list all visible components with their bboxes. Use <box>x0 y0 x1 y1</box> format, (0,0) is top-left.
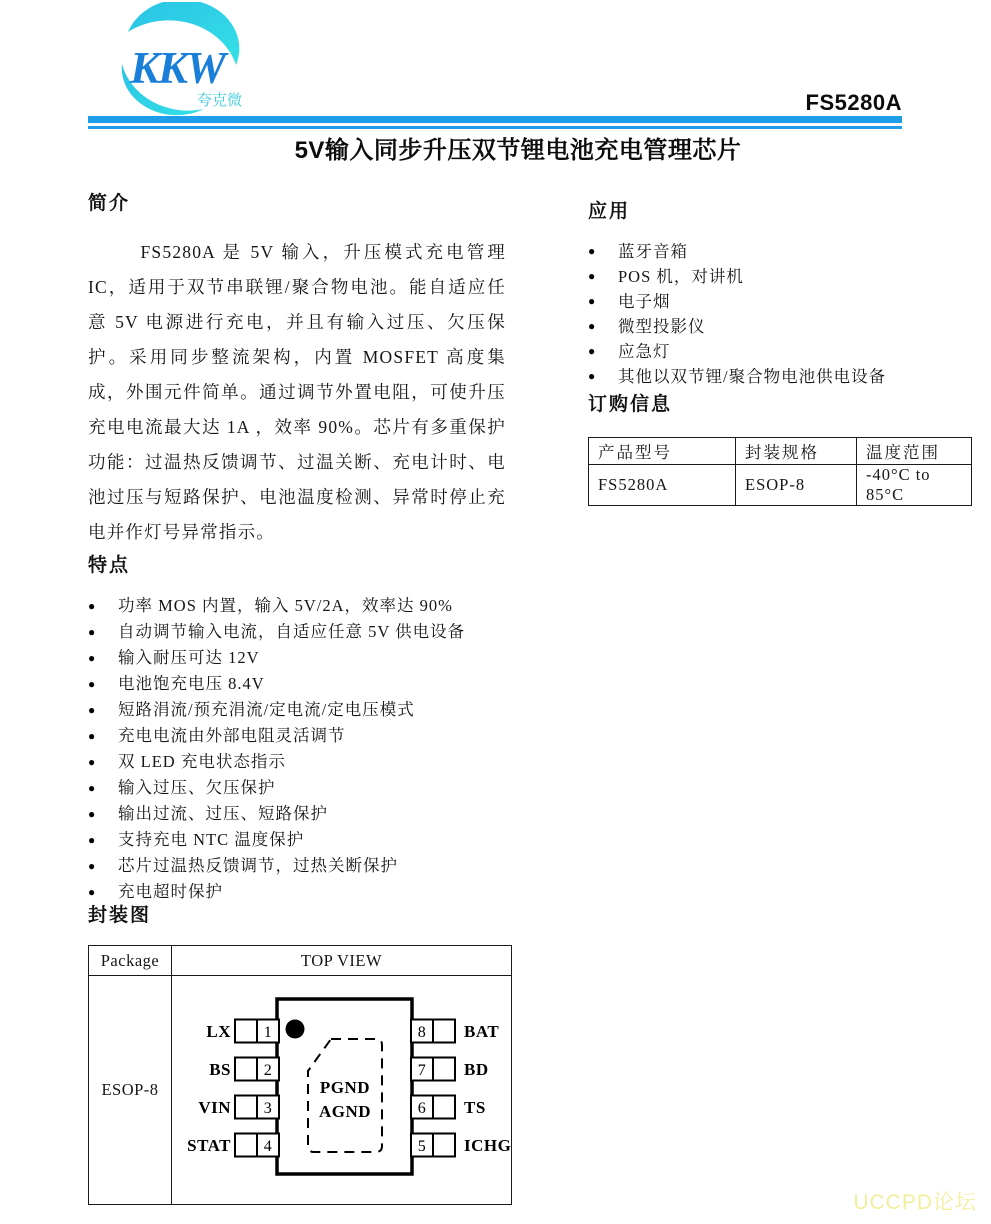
bullet-icon: ● <box>88 781 97 795</box>
ordering-model: FS5280A <box>589 465 736 506</box>
bullet-icon: ● <box>588 319 597 333</box>
feature-text: 输出过流、过压、短路保护 <box>118 804 328 823</box>
pin-label: BAT <box>463 1022 499 1041</box>
kkw-logo-art <box>96 2 271 122</box>
pin-number: 3 <box>263 1100 272 1117</box>
pin-right-6 <box>411 1096 486 1119</box>
feature-text: 电池饱充电压 8.4V <box>118 674 265 693</box>
list-item <box>88 697 506 723</box>
bullet-icon: ● <box>588 369 597 383</box>
bullet-icon: ● <box>588 294 597 308</box>
feature-text: 支持充电 NTC 温度保护 <box>118 830 305 849</box>
pin-pad <box>235 1058 257 1081</box>
pin1-marker-icon <box>285 1020 304 1039</box>
package-table <box>88 945 512 1205</box>
list-item <box>88 593 506 619</box>
table-row <box>589 438 972 465</box>
list-item <box>88 671 506 697</box>
pin-pad <box>433 1058 455 1081</box>
feature-text: 功率 MOS 内置，输入 5V/2A，效率达 90% <box>118 596 453 615</box>
header-rule-thick <box>88 116 902 123</box>
topview-col-header: TOP VIEW <box>172 946 512 976</box>
features-list <box>88 593 506 905</box>
feature-text: 充电电流由外部电阻灵活调节 <box>118 726 346 745</box>
bullet-icon: ● <box>88 703 97 717</box>
pin-number: 2 <box>263 1062 272 1079</box>
pin-left-2 <box>209 1058 279 1081</box>
list-item <box>588 364 974 389</box>
list-item <box>588 289 974 314</box>
feature-text: 充电超时保护 <box>118 882 223 901</box>
bullet-icon: ● <box>88 599 97 613</box>
feature-text: 自动调节输入电流，自适应任意 5V 供电设备 <box>118 622 466 641</box>
pin-pad <box>433 1096 455 1119</box>
package-section <box>88 900 528 1205</box>
pin-number: 4 <box>263 1138 272 1155</box>
list-item <box>588 314 974 339</box>
kkw-logo <box>96 2 271 122</box>
chip-diagram <box>173 976 511 1199</box>
pin-left-4 <box>187 1134 279 1157</box>
pin-label: BS <box>208 1060 231 1079</box>
pin-label: VIN <box>197 1098 231 1117</box>
list-item <box>88 801 506 827</box>
pin-number: 8 <box>417 1024 426 1041</box>
bullet-icon: ● <box>588 344 597 358</box>
application-text: 蓝牙音箱 <box>618 242 688 261</box>
pin-label: LX <box>205 1022 231 1041</box>
application-text: 应急灯 <box>618 342 671 361</box>
ordering-heading: 订购信息 <box>588 394 673 415</box>
pin-right-8 <box>411 1020 499 1043</box>
pin-label: BD <box>463 1060 489 1079</box>
features-heading: 特点 <box>88 555 131 576</box>
feature-text: 输入过压、欠压保护 <box>118 778 276 797</box>
bullet-icon: ● <box>588 244 597 258</box>
table-row <box>89 976 512 1205</box>
bullet-icon: ● <box>88 885 97 899</box>
header-rule-thin <box>88 126 902 129</box>
list-item <box>88 775 506 801</box>
pin-pad <box>235 1134 257 1157</box>
page-title: 5V输入同步升压双节锂电池充电管理芯片 <box>294 137 742 164</box>
table-row <box>89 946 512 976</box>
bullet-icon: ● <box>88 755 97 769</box>
part-number: FS5280A <box>805 90 902 115</box>
ordering-col-model: 产品型号 <box>589 438 736 465</box>
applications-list <box>588 239 974 389</box>
application-text: 电子烟 <box>618 292 671 311</box>
left-column <box>88 188 506 905</box>
application-text: POS 机，对讲机 <box>618 267 744 286</box>
pin-label: ICHG <box>463 1136 511 1155</box>
bullet-icon: ● <box>88 729 97 743</box>
table-row <box>589 465 972 506</box>
bullet-icon: ● <box>88 807 97 821</box>
watermark: UCCPD论坛 <box>853 1191 977 1214</box>
package-col-header: Package <box>89 946 172 976</box>
pin-pad <box>235 1096 257 1119</box>
logo-brand-text: KKW <box>130 43 225 93</box>
list-item <box>588 264 974 289</box>
feature-text: 芯片过温热反馈调节，过热关断保护 <box>118 856 398 875</box>
applications-heading: 应用 <box>588 201 631 222</box>
logo-subtitle-text: 夸克微 <box>197 93 243 109</box>
pin-number: 1 <box>263 1024 272 1041</box>
list-item <box>88 749 506 775</box>
chip-diagram-cell <box>172 976 512 1205</box>
pin-number: 5 <box>417 1138 426 1155</box>
list-item <box>88 827 506 853</box>
intro-heading: 简介 <box>88 193 131 214</box>
pin-number: 6 <box>417 1100 426 1117</box>
list-item <box>588 339 974 364</box>
bullet-icon: ● <box>88 833 97 847</box>
right-column <box>588 196 974 506</box>
pin-number: 7 <box>417 1062 426 1079</box>
list-item <box>588 239 974 264</box>
pin-pad <box>433 1134 455 1157</box>
ordering-col-package: 封装规格 <box>736 438 857 465</box>
list-item <box>88 853 506 879</box>
epad-label-2: AGND <box>318 1102 371 1121</box>
pin-pad <box>433 1020 455 1043</box>
bullet-icon: ● <box>588 269 597 283</box>
intro-paragraph: FS5280A 是 5V 输入，升压模式充电管理 IC，适用于双节串联锂/聚合物电池。能自适应任意 5V 电源进行充电，并且有输入过压、欠压保护。采用同步整流架构，内置 MOSFET 高度集成，外围元件简单。通过调节外置电阻，可使升压充电电流最大达 1A ，效率 90%。芯片有多重保护功能：过温热反馈调节、过温关断、充电计时、电池过压与短路保护、电池温度检测、异常时停止充电并作灯号异常指示。 <box>88 242 506 542</box>
pin-pad <box>235 1020 257 1043</box>
pin-left-3 <box>198 1096 279 1119</box>
list-item <box>88 619 506 645</box>
application-text: 其他以双节锂/聚合物电池供电设备 <box>618 367 887 386</box>
pin-label: STAT <box>186 1136 231 1155</box>
ordering-temp: -40°C to 85°C <box>857 465 972 506</box>
pin-label: TS <box>463 1098 486 1117</box>
feature-text: 输入耐压可达 12V <box>118 648 260 667</box>
ordering-table <box>588 437 972 506</box>
bullet-icon: ● <box>88 859 97 873</box>
package-heading: 封装图 <box>88 905 152 926</box>
bullet-icon: ● <box>88 651 97 665</box>
epad-label-1: PGND <box>319 1078 370 1097</box>
feature-text: 双 LED 充电状态指示 <box>118 752 286 771</box>
ordering-package: ESOP-8 <box>736 465 857 506</box>
pin-right-5 <box>411 1134 511 1157</box>
pin-right-7 <box>411 1058 489 1081</box>
ordering-col-temp: 温度范围 <box>857 438 972 465</box>
package-name-cell: ESOP-8 <box>89 976 172 1205</box>
application-text: 微型投影仪 <box>618 317 706 336</box>
list-item <box>88 645 506 671</box>
list-item <box>88 723 506 749</box>
feature-text: 短路涓流/预充涓流/定电流/定电压模式 <box>118 700 415 719</box>
bullet-icon: ● <box>88 677 97 691</box>
pin-left-1 <box>206 1020 279 1043</box>
bullet-icon: ● <box>88 625 97 639</box>
